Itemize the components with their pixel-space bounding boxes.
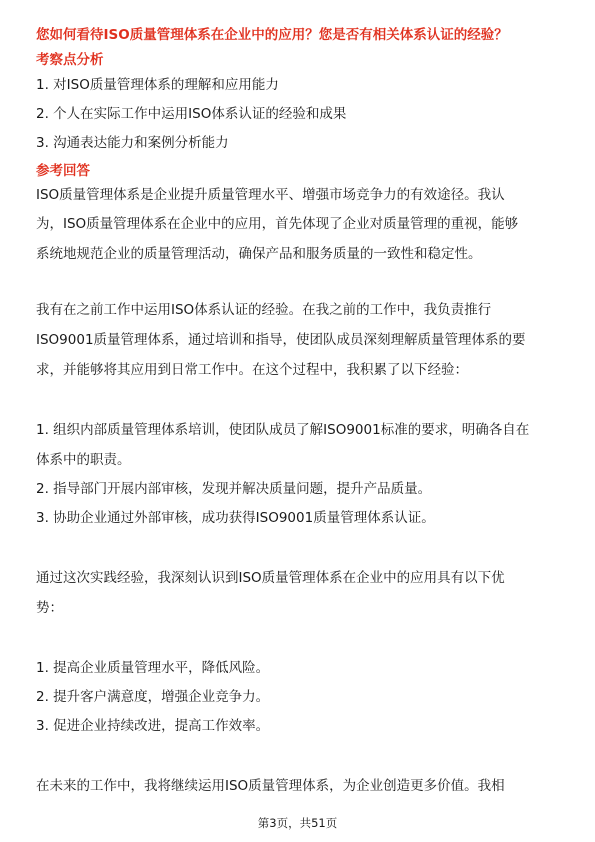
- question-title: 您如何看待ISO质量管理体系在企业中的应用？您是否有相关体系认证的经验？: [36, 27, 508, 43]
- list-item: 3. 促进企业持续改进，提高工作效率。: [36, 718, 270, 734]
- list-item: 1. 提高企业质量管理水平，降低风险。: [36, 660, 270, 676]
- text-line: 求，并能够将其应用到日常工作中。在这个过程中，我积累了以下经验：: [36, 362, 468, 378]
- text-line: 在未来的工作中，我将继续运用ISO质量管理体系，为企业创造更多价值。我相: [36, 778, 505, 794]
- analysis-item: 2. 个人在实际工作中运用ISO体系认证的经验和成果: [36, 106, 347, 122]
- list-item: 体系中的职责。: [36, 452, 131, 468]
- text-line: 系统地规范企业的质量管理活动，确保产品和服务质量的一致性和稳定性。: [36, 246, 482, 262]
- answer-paragraph-4: [36, 771, 559, 801]
- list-item: 1. 组织内部质量管理体系培训，使团队成员了解ISO9001标准的要求，明确各自在: [36, 422, 530, 438]
- text-line: ISO9001质量管理体系，通过培训和指导，使团队成员深刻理解质量管理体系的要: [36, 332, 526, 348]
- answer-heading: 参考回答: [36, 163, 90, 179]
- analysis-heading: 考察点分析: [36, 52, 104, 68]
- list-item: 2. 提升客户满意度，增强企业竞争力。: [36, 689, 270, 705]
- answer-paragraph-1: [36, 182, 559, 269]
- text-line: 通过这次实践经验，我深刻认识到ISO质量管理体系在企业中的应用具有以下优: [36, 570, 505, 586]
- text-line: 我有在之前工作中运用ISO体系认证的经验。在我之前的工作中，我负责推行: [36, 302, 492, 318]
- analysis-item: 3. 沟通表达能力和案例分析能力: [36, 135, 229, 151]
- page-number: 第3页，共51页: [257, 816, 338, 830]
- analysis-item: 1. 对ISO质量管理体系的理解和应用能力: [36, 77, 279, 93]
- answer-paragraph-3: [36, 563, 559, 623]
- advantages-list: [36, 653, 559, 741]
- document-page: [36, 24, 559, 801]
- experience-list: [36, 415, 559, 533]
- text-line: 势：: [36, 600, 63, 616]
- list-item: 2. 指导部门开展内部审核，发现并解决质量问题，提升产品质量。: [36, 481, 432, 497]
- answer-paragraph-2: [36, 295, 559, 385]
- list-item: 3. 协助企业通过外部审核，成功获得ISO9001质量管理体系认证。: [36, 510, 435, 526]
- text-line: ISO质量管理体系是企业提升质量管理水平、增强市场竞争力的有效途径。我认: [36, 187, 505, 203]
- text-line: 为，ISO质量管理体系在企业中的应用，首先体现了企业对质量管理的重视，能够: [36, 216, 519, 232]
